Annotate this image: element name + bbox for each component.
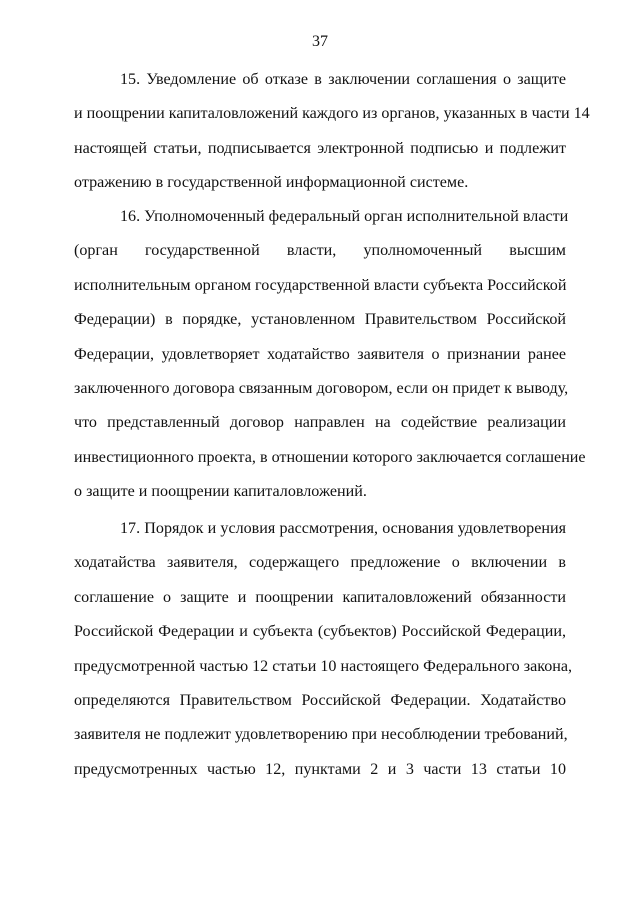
paragraph-16: [74, 200, 586, 510]
text-line: ходатайства заявителя, содержащего предложение о включении в: [74, 554, 566, 572]
text-line: о защите и поощрении капиталовложений.: [74, 483, 367, 501]
text-line: определяются Правительством Российской Федерации. Ходатайство: [74, 691, 566, 709]
text-line: что представленный договор направлен на содействие реализации: [74, 414, 566, 432]
text-line: исполнительным органом государственной власти субъекта Российской: [74, 276, 567, 294]
text-line: заключенного договора связанным договором, если он придет к выводу,: [74, 379, 569, 397]
text-line: 16. Уполномоченный федеральный орган исполнительной власти: [120, 208, 569, 225]
text-line: заявителя не подлежит удовлетворению при несоблюдении требований,: [74, 726, 568, 744]
text-line: (орган государственной власти, уполномоченный высшим: [74, 242, 566, 260]
text-line: 15. Уведомление об отказе в заключении соглашения о защите: [120, 71, 566, 88]
text-line: 17. Порядок и условия рассмотрения, основания удовлетворения: [120, 520, 566, 537]
text-line: Федерации, удовлетворяет ходатайство заявителя о признании ранее: [74, 345, 566, 363]
text-line: соглашение о защите и поощрении капиталовложений обязанности: [74, 588, 566, 606]
text-line: инвестиционного проекта, в отношении которого заключается соглашение: [74, 448, 586, 466]
text-line: предусмотренных частью 12, пунктами 2 и 3 части 13 статьи 10: [74, 760, 566, 778]
page-number: 37: [312, 33, 328, 50]
text-line: Российской Федерации и субъекта (субъектов) Российской Федерации,: [74, 623, 566, 641]
text-line: Федерации) в порядке, установленном Правительством Российской: [74, 311, 566, 329]
text-line: предусмотренной частью 12 статьи 10 настоящего Федерального закона,: [74, 657, 573, 675]
text-line: и поощрении капиталовложений каждого из органов, указанных в части 14: [74, 105, 590, 123]
paragraph-15: [74, 63, 590, 201]
text-line: настоящей статьи, подписывается электронной подписью и подлежит: [74, 139, 566, 157]
text-line: отражению в государственной информационной системе.: [74, 174, 469, 192]
paragraph-17: [74, 512, 573, 787]
